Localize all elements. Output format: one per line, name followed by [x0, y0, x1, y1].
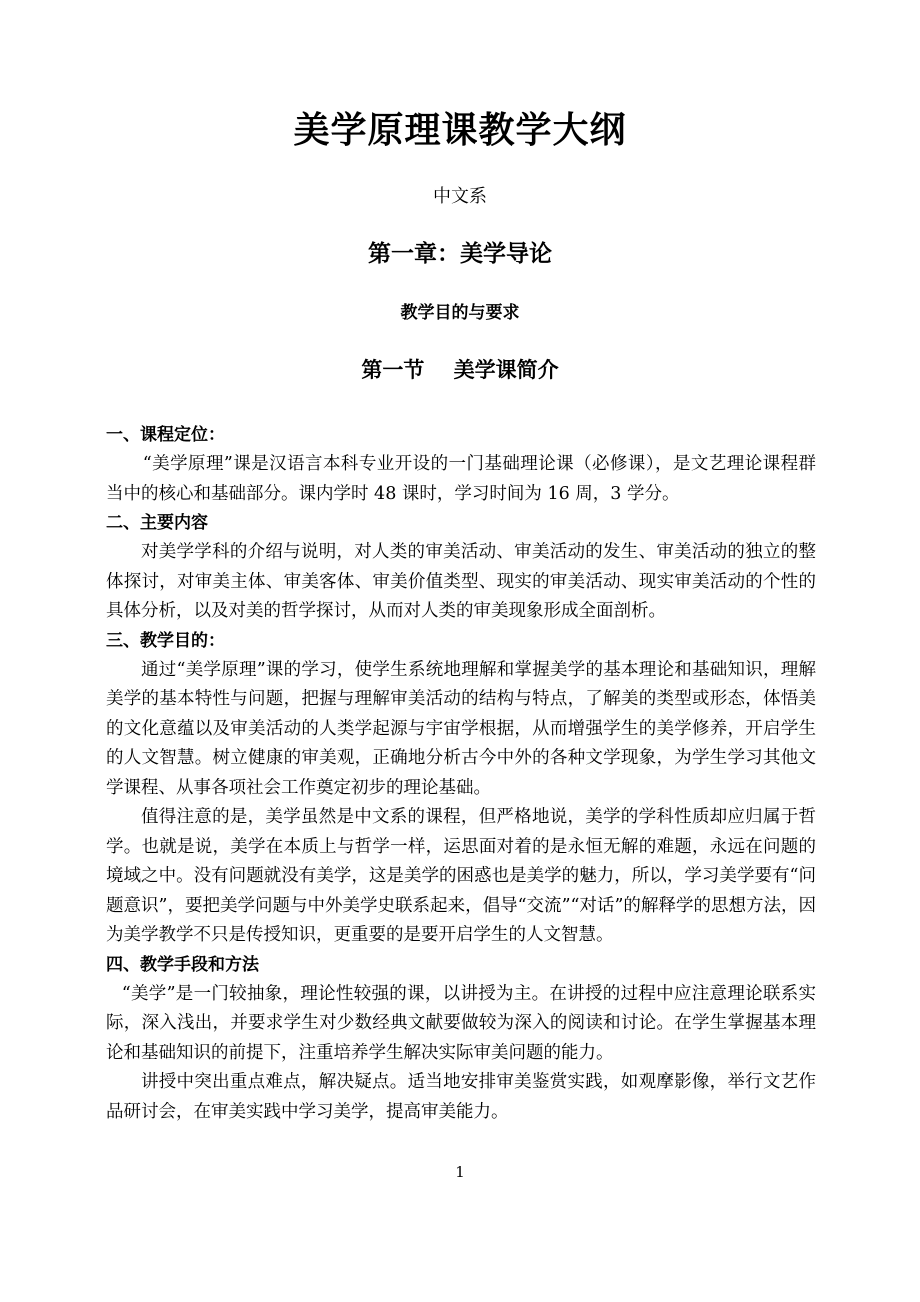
heading-main-content: 二、主要内容 — [106, 513, 208, 533]
heading-teaching-methods: 四、教学手段和方法 — [106, 954, 259, 975]
paragraph-teaching-purpose-2: 值得注意的是，美学虽然是中文系的课程，但严格地说，美学的学科性质却应归属于哲学。也就是说，美学在本质上与哲学一样，运思面对着的是永恒无解的难题，永远在问题的境域之中。没有问题就没有美学，这是美学的困惑也是美学的魅力，所以，学习美学要有“问题意识”，要把美学问题与中外美学史联系起来，倡导“交流”“对话”的解释学的思想方法，因为美学教学不只是传授知识，更重要的是要开启学生的人文智慧。 — [106, 807, 816, 945]
section-heading: 第一节 美学课简介 — [361, 357, 559, 382]
heading-course-position: 一、课程定位： — [106, 425, 225, 445]
page-number: 1 — [455, 1163, 465, 1181]
paragraph-teaching-methods-2: 讲授中突出重点难点，解决疑点。适当地安排审美鉴赏实践，如观摩影像，举行文艺作品研讨会，在审美实践中学习美学，提高审美能力。 — [106, 1072, 816, 1122]
heading-teaching-purpose: 三、教学目的： — [106, 630, 225, 651]
chapter-heading: 第一章：美学导论 — [368, 240, 552, 267]
paragraph-teaching-methods-1: “美学”是一门较抽象，理论性较强的课，以讲授为主。在讲授的过程中应注意理论联系实际，深入浅出，并要求学生对少数经典文献要做较为深入的阅读和讨论。在学生掌握基本理论和基础知识的前提下，注重培养学生解决实际审美问题的能力。 — [106, 983, 816, 1063]
paragraph-main-content: 对美学学科的介绍与说明，对人类的审美活动、审美活动的发生、审美活动的独立的整体探讨，对审美主体、审美客体、审美价值类型、现实的审美活动、现实审美活动的个性的具体分析，以及对美的哲学探讨，从而对人类的审美现象形成全面剖析。 — [106, 542, 816, 621]
paragraph-teaching-purpose-1: 通过“美学原理”课的学习，使学生系统地理解和掌握美学的基本理论和基础知识，理解美学的基本特性与问题，把握与理解审美活动的结构与特点，了解美的类型或形态，体悟美的文化意蕴以及审美活动的人类学起源与宇宙学根据，从而增强学生的美学修养，开启学生的人文智慧。树立健康的审美观，正确地分析古今中外的各种文学现象，为学生学习其他文学课程、从事各项社会工作奠定初步的理论基础。 — [106, 659, 816, 798]
document-body — [106, 421, 816, 1127]
teaching-goal-heading: 教学目的与要求 — [400, 303, 520, 323]
paragraph-course-position: “美学原理”课是汉语言本科专业开设的一门基础理论课（必修课），是文艺理论课程群当中的核心和基础部分。课内学时 48 课时，学习时间为 16 周，3 学分。 — [106, 454, 816, 504]
department-label: 中文系 — [433, 186, 487, 207]
document-title: 美学原理课教学大纲 — [293, 109, 627, 151]
